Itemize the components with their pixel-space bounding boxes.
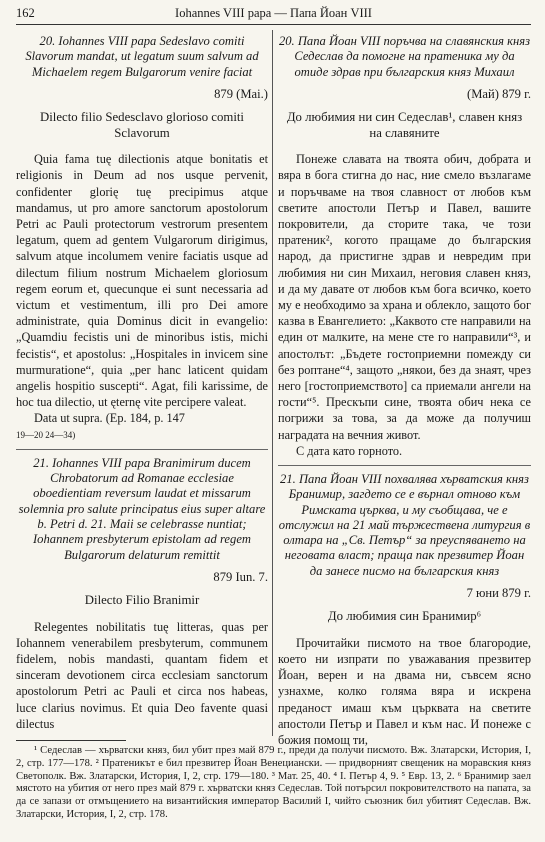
footnotes: [16, 740, 531, 822]
doc20-latin-date: 879 (Mai.): [214, 86, 268, 101]
doc20-latin-body: Quia fama tuę dilectionis atque bonitatis et religionis in Deum ad nos usque pervenit, confidenter glorię tuę precipimus atque mandamus, ut pro amore sanctorum apostolorum Petri ac Pauli protectorum vestrorum presentem legatum, quem ad gentem Vulgarorum dirigimus, salvum atque incolumem venire faciatis usque ad dilectum filium nostrum Michaelem gloriosum regem eorum et, quecunque ei sunt necessaria ad victum et vestimentum, illi pro Dei amore administrate, quia Dominus dicit in evangelio: „Quamdiu fecistis uni de minoribus istis, michi fecistis“, et apostolus: „Hospitales in invicem sine murmuratione“, quia „per hanc laticent quidam angelis hospitio suscepti“. Agat, fili karissime, de hoc tua dilectio, ut ęternę vite percipere valeat.: [16, 152, 268, 410]
doc21-latin-address: Dilecto Filio Branimir: [84, 593, 200, 608]
footnote-rule: [16, 740, 126, 741]
doc21-bg-date: 7 юни 879 г.: [466, 586, 531, 601]
column-divider: [272, 30, 273, 736]
bulgarian-column: [278, 34, 531, 748]
doc20-bg-date: (Май) 879 г.: [467, 86, 531, 101]
section-divider: [278, 465, 531, 466]
running-head: Iohannes VIII papa — Папа Йоан VIII: [175, 6, 372, 20]
doc20-bg-title: 20. Папа Йоан VIII поръчва на славянския княз Седеслав да помогне на пратеника му да отиде здрав при българския княз Михаил: [278, 34, 531, 79]
page-number: 162: [16, 6, 35, 20]
footnote-text: ¹ Седеслав — хърватски княз, бил убит през май 879 г., преди да получи писмото. Вж. Златарски, История, I, 2, стр. 177—178. ² Пратеникът е бил презвитер Йоан Венециански. — придворният свещеник на моравския княз Светополк. Вж. Златарски, История, I, 2, стр. 179—180. ³ Мат. 25, 40. ⁴ I. Петър 4, 9. ⁵ Евр. 13, 2. ⁶ Бранимир заел мястото на убития от него през май 879 г. хърватски княз Седеслав. Той потърсил покровителството на папата, за да се запази от отмъщението на византийския император Василий I, чийто съюзник бил убитият Седеслав. Вж. Златарски, История, I, 2, стр. 178.: [16, 745, 531, 820]
doc21-latin-title: 21. Iohannes VIII papa Branimirum ducem Chrobatorum ad Romanae ecclesiae oboedientiam reversum laudat et missarum solemnia pro salute principatus eius super altare b. Petri d. 21. Maii se celebrasse nuntiat; Iohannem presbyterum epistolam ad regem Bulgarorum delaturum remittit: [18, 455, 266, 562]
section-divider: [16, 449, 268, 450]
doc21-bg-address: До любимия син Бранимир⁶: [327, 609, 482, 624]
latin-column: [16, 34, 268, 732]
doc21-bg-body: Прочитайки писмото на твое благородие, което ни изпрати по уважавания презвитер Йоан, верен и на двама ни, съвсем ясно узнахме, колко голяма вяра и искрена преданост имаш към църквата на светите апостоли Петър и Павел и към нас. И понеже с божия помощ ти,: [278, 635, 531, 747]
doc20-latin-lines: 19—20 24—34): [16, 429, 76, 440]
doc20-latin-address: Dilecto filio Sedesclavo glorioso comiti Sclavorum: [39, 110, 244, 140]
doc20-latin-title: 20. Iohannes VIII papa Sedeslavo comiti Slavorum mandat, ut legatum suum salvum ad Michaelem regem Bulgarorum venire faciat: [25, 34, 259, 79]
doc20-bg-closing: С дата като горното.: [296, 443, 403, 458]
doc21-latin-body: Relegentes nobilitatis tuę litteras, quas per Iohannem venerabilem presbyterum, communem fidelem, nobis mandasti, quantam fidem et sinceram devotionem circa ecclesiam sanctorum apostolorum Petri ac Pauli et circa nos habeas, luce clarius novimus. Et quia Deo favente quasi dilectus: [16, 619, 268, 731]
doc20-bg-body: Понеже славата на твоята обич, добрата и вяра в бога стигна до нас, ние смело възлагаме и поръчваме на твоя славност от любов към светите апостоли Петър и Павел, вашите покровители, да сторите така, че този пратеник², когото пращаме до българския народ, да пристигне здрав и невредим при любимия ни син Михаил, неговия славен княз, и да му давате от любов към бога всичко, което му е необходимо за храна и облекло, защото бог казва в Евангелието: „Каквото сте направили на един от малките, на мене сте го направили“³, и апостолът: „Бъдете гостоприемни помежду си без роптане“⁴, защото „някои, без да знаят, чрез него [гостоприемството] са приемали ангели на гости“⁵. Прескъпи сине, твоята обич нека се погрижи за това, за да може да получиш наградата на вечния живот.: [278, 152, 531, 442]
page-header: [16, 4, 531, 25]
doc21-latin-date: 879 Iun. 7.: [213, 569, 268, 584]
doc20-latin-data: Data ut supra. (Ep. 184, p. 147: [34, 411, 185, 426]
doc21-bg-title: 21. Папа Йоан VIII похвалява хърватския княз Бранимир, загдето се е върнал отново към Римската църква, и му съобщава, че е отслужил на 21 май тържествена литургия в олтара на „Св. Петър“ за преуспяването на неговата власт; праща пак презвитер Йоан да занесе писмо на българския княз: [278, 471, 531, 578]
doc20-bg-address: До любимия ни син Седеслав¹, славен княз на славяните: [286, 110, 523, 140]
